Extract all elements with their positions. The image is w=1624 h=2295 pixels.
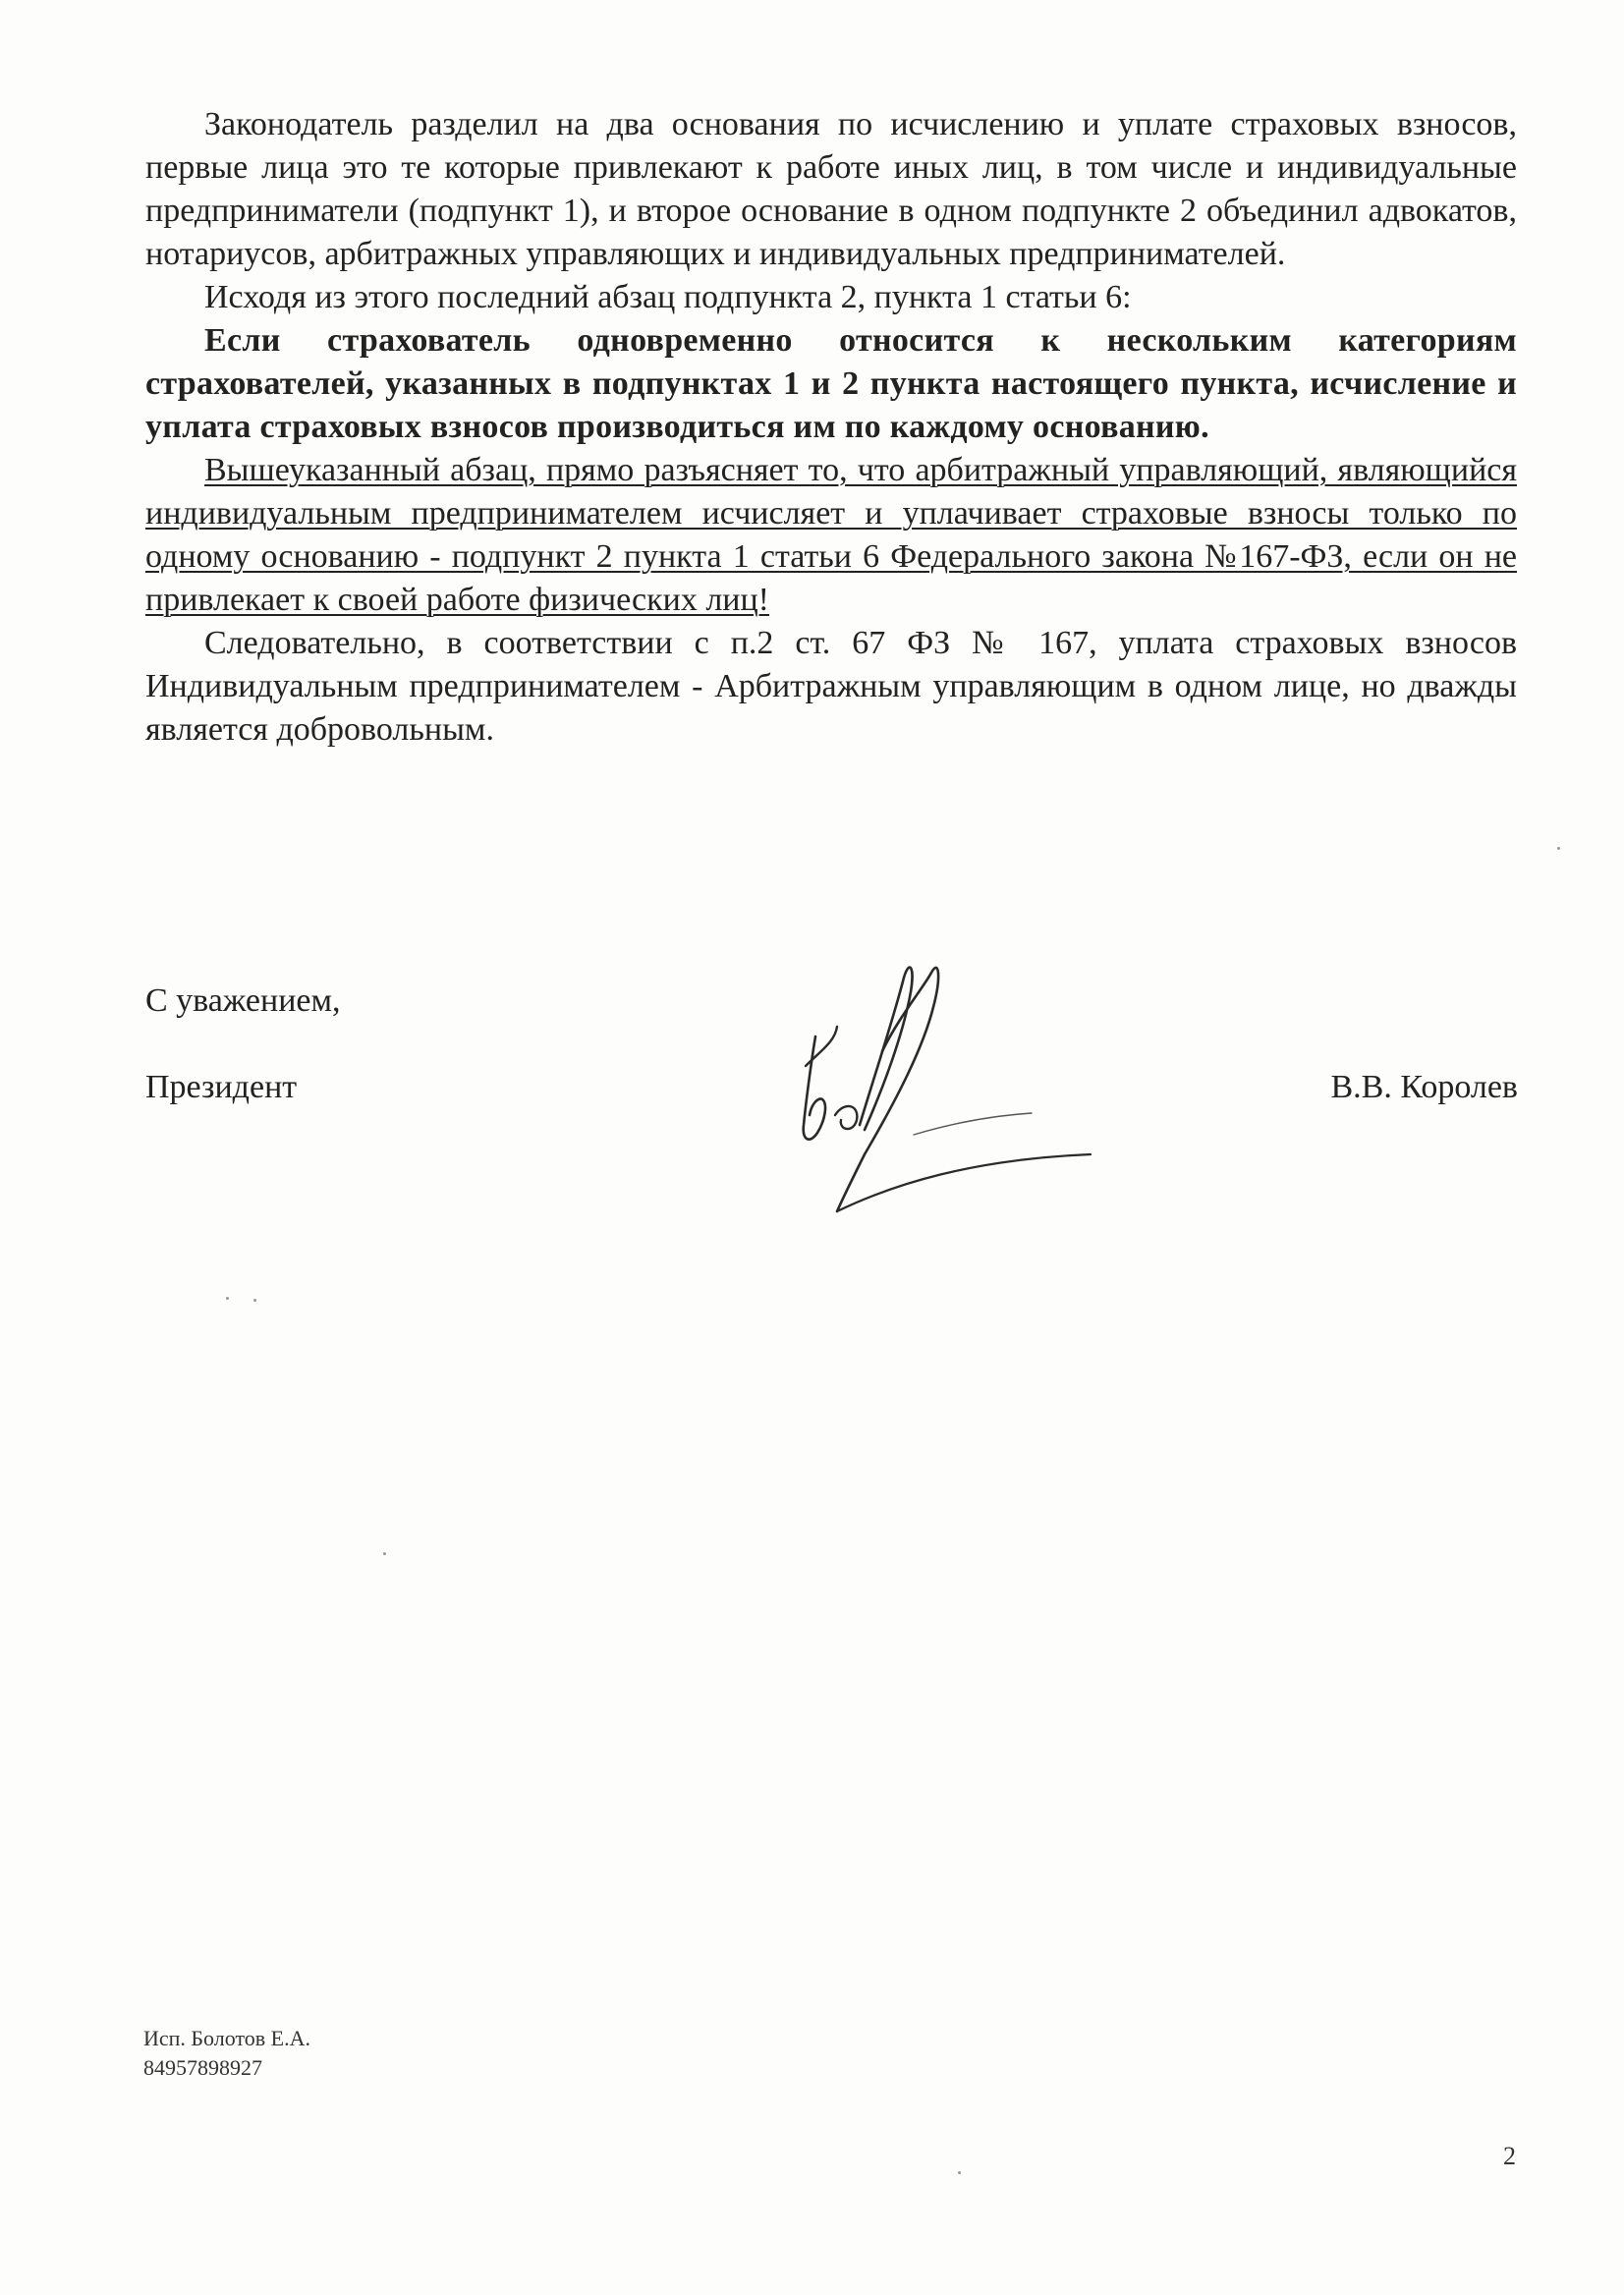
- closing-salutation: С уважением,: [145, 982, 341, 1019]
- executor-phone: 84957898927: [143, 2055, 262, 2080]
- executor-name: Исп. Болотов Е.А.: [143, 2026, 310, 2050]
- paragraph-conclusion: Следовательно, в соответствии с п.2 ст. 67 ФЗ № 167, уплата страховых взносов Индивидуальным предпринимателем - Арбитражным управляющим в одном лице, но дважды является добровольным.: [145, 625, 1517, 748]
- scan-speck: [958, 2171, 961, 2174]
- scan-speck: [253, 1299, 256, 1302]
- executor-block: [143, 2024, 310, 2083]
- paragraph-legislator: Законодатель разделил на два основания по исчислению и уплате страховых взносов, первые лица это те которые привлекают к работе иных лиц, в том числе и индивидуальные предприниматели (подпункт 1), и второе основание в одном подпункте 2 объединил адвокатов, нотариусов, арбитражных управляющих и индивидуальных предпринимателей.: [145, 106, 1517, 272]
- paragraph-reference: Исходя из этого последний абзац подпункта 2, пункта 1 статьи 6:: [204, 279, 1132, 315]
- scan-speck: [1557, 847, 1560, 850]
- letter-body: [145, 103, 1517, 752]
- paragraph-explanation: Вышеуказанный абзац, прямо разъясняет то, что арбитражный управляющий, являющийся индивидуальным предпринимателем исчисляет и уплачивает страховые взносы только по одному основанию - подпункт 2 пункта 1 статьи 6 Федерального закона №167-ФЗ, если он не привлекает к своей работе физических лиц!: [145, 452, 1517, 618]
- paragraph-quoted-law: Если страхователь одновременно относится к нескольким категориям страхователей, указанных в подпунктах 1 и 2 пункта настоящего пункта, исчисление и уплата страховых взносов производиться им по каждому основанию.: [145, 322, 1517, 445]
- signatory-title: Президент: [145, 1069, 298, 1105]
- scan-speck: [383, 1552, 386, 1555]
- handwritten-signature: [766, 958, 1100, 1253]
- signatory-name: В.В. Королев: [1330, 1069, 1518, 1105]
- scan-speck: [226, 1297, 229, 1300]
- page-number: 2: [1503, 2142, 1516, 2170]
